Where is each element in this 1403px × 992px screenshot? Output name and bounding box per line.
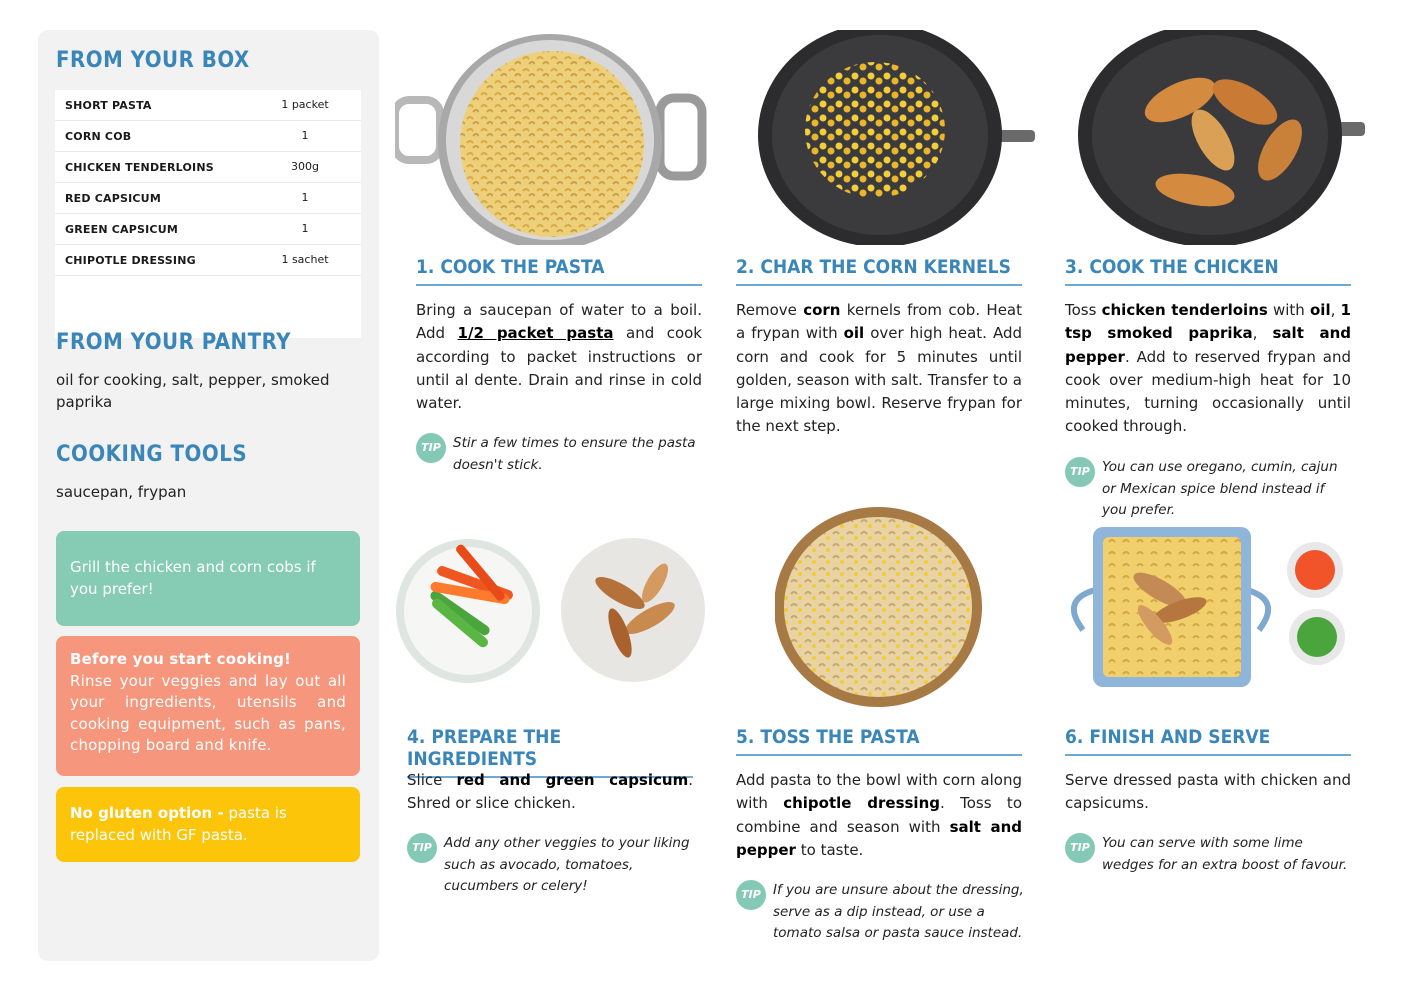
step-3-tip [1065,457,1355,525]
tip-badge: TIP [407,833,437,863]
ingredient-name: SHORT PASTA [65,99,152,112]
ingredient-name: CHIPOTLE DRESSING [65,254,196,267]
pantry-text: oil for cooking, salt, pepper, smoked paprika [56,371,330,411]
ingredient-qty: 300g [291,160,319,173]
step-6-tip [1065,833,1355,883]
step-2-title: 2. CHAR THE CORN KERNELS [736,256,1022,286]
cooking-tools-heading: COOKING TOOLS [56,442,248,467]
step-5-title: 5. TOSS THE PASTA [736,726,1022,756]
step-1-tip [416,433,706,483]
before-cooking-title: Before you start cooking! [70,650,292,668]
table-row [55,214,361,245]
step-4-tip-text: Add any other veggies to your liking such as avocado, tomatoes, cucumbers or celery! [444,835,690,894]
ingredient-name: CHICKEN TENDERLOINS [65,161,214,174]
emphasis-text: corn [803,301,841,319]
ingredient-name: CORN COB [65,130,132,143]
emphasis-text: chicken tenderloins [1101,301,1268,319]
step-1-title: 1. COOK THE PASTA [416,256,702,286]
table-row [55,121,361,152]
before-cooking-note [56,636,360,776]
step-4-tip [407,833,702,901]
ingredient-qty: 1 [301,129,309,142]
emphasis-text: red and green capsicum [456,771,689,789]
sidebar [38,30,379,961]
step-1-tip-text: Stir a few times to ensure the pasta doesn't stick. [453,435,696,473]
grill-note [56,531,360,626]
table-row [55,245,361,276]
step-6-tip-text: You can serve with some lime wedges for an extra boost of favour. [1102,835,1348,873]
ingredient-qty: 1 [301,191,309,204]
tip-badge: TIP [1065,833,1095,863]
step-5-tip-text: If you are unsure about the dressing, serve as a dip instead, or use a tomato salsa or pasta sauce instead. [773,882,1024,941]
ingredient-name: RED CAPSICUM [65,192,161,205]
gluten-note-title: No gluten option - [70,804,224,822]
step-6-body: Serve dressed pasta with chicken and capsicums. [1065,771,1351,813]
capsicum-chicken-bowls-photo [395,538,705,688]
step-6-title: 6. FINISH AND SERVE [1065,726,1351,756]
ingredient-qty: 1 packet [281,98,329,111]
emphasis-text: oil [1310,301,1331,319]
serving-dish-photo [1065,525,1355,690]
tip-badge: TIP [1065,457,1095,487]
table-row [55,183,361,214]
chicken-frypan-photo [1075,30,1365,245]
step-5-tip [736,880,1031,948]
step-4-body: Slice red and green capsicum. Shred or slice chicken. [407,771,693,813]
emphasis-text: 1/2 packet pasta [457,324,614,343]
emphasis-text: salt and pepper [736,817,1022,859]
pasta-pot-photo [395,30,707,245]
ingredient-qty: 1 [301,222,309,235]
emphasis-text: chipotle dressing [783,794,940,813]
ingredient-qty: 1 sachet [281,253,329,266]
step-4-title: 4. PREPARE THE INGREDIENTS [407,726,693,778]
ingredient-name: GREEN CAPSICUM [65,223,178,236]
ingredients-table [55,90,361,338]
step-3-tip-text: You can use oregano, cumin, cajun or Mexican spice blend instead if you prefer. [1102,459,1338,518]
from-your-pantry-heading: FROM YOUR PANTRY [56,330,291,355]
tools-text: saucepan, frypan [56,483,187,501]
emphasis-text: salt and pepper [1065,324,1351,366]
step-3-title: 3. COOK THE CHICKEN [1065,256,1351,286]
step-3-body: Toss chicken tenderloins with oil, 1 tsp smoked paprika, salt and pepper. Add to reserved frypan and cook over medium-high heat for 10 minutes, turning occasionally until cooked through. [1065,301,1351,436]
corn-frypan-photo [755,30,1035,245]
tip-badge: TIP [736,880,766,910]
emphasis-text: 1 tsp smoked paprika [1065,301,1351,343]
from-your-box-heading: FROM YOUR BOX [56,48,250,73]
step-5-body: Add pasta to the bowl with corn along with chipotle dressing. Toss to combine and season with salt and pepper to taste. [736,771,1022,859]
grill-note-text: Grill the chicken and corn cobs if you prefer! [70,558,316,598]
step-1-body: Bring a saucepan of water to a boil. Add 1/2 packet pasta and cook according to packet instructions or until al dente. Drain and rinse in cold water. [416,301,702,413]
gluten-note [56,787,360,862]
emphasis-text: oil [843,324,865,343]
pasta-bowl-photo [775,505,985,710]
tip-badge: TIP [416,433,446,463]
table-row [55,90,361,121]
before-cooking-text: Rinse your veggies and lay out all your ingredients, utensils and cooking equipment, such as pans, chopping board and knife. [70,671,346,754]
step-2-body: Remove corn kernels from cob. Heat a frypan with oil over high heat. Add corn and cook for 5 minutes until golden, season with salt. Transfer to a large mixing bowl. Reserve frypan for the next step. [736,301,1022,436]
gluten-note-text: pasta is replaced with GF pasta. [70,804,287,844]
table-row [55,152,361,183]
